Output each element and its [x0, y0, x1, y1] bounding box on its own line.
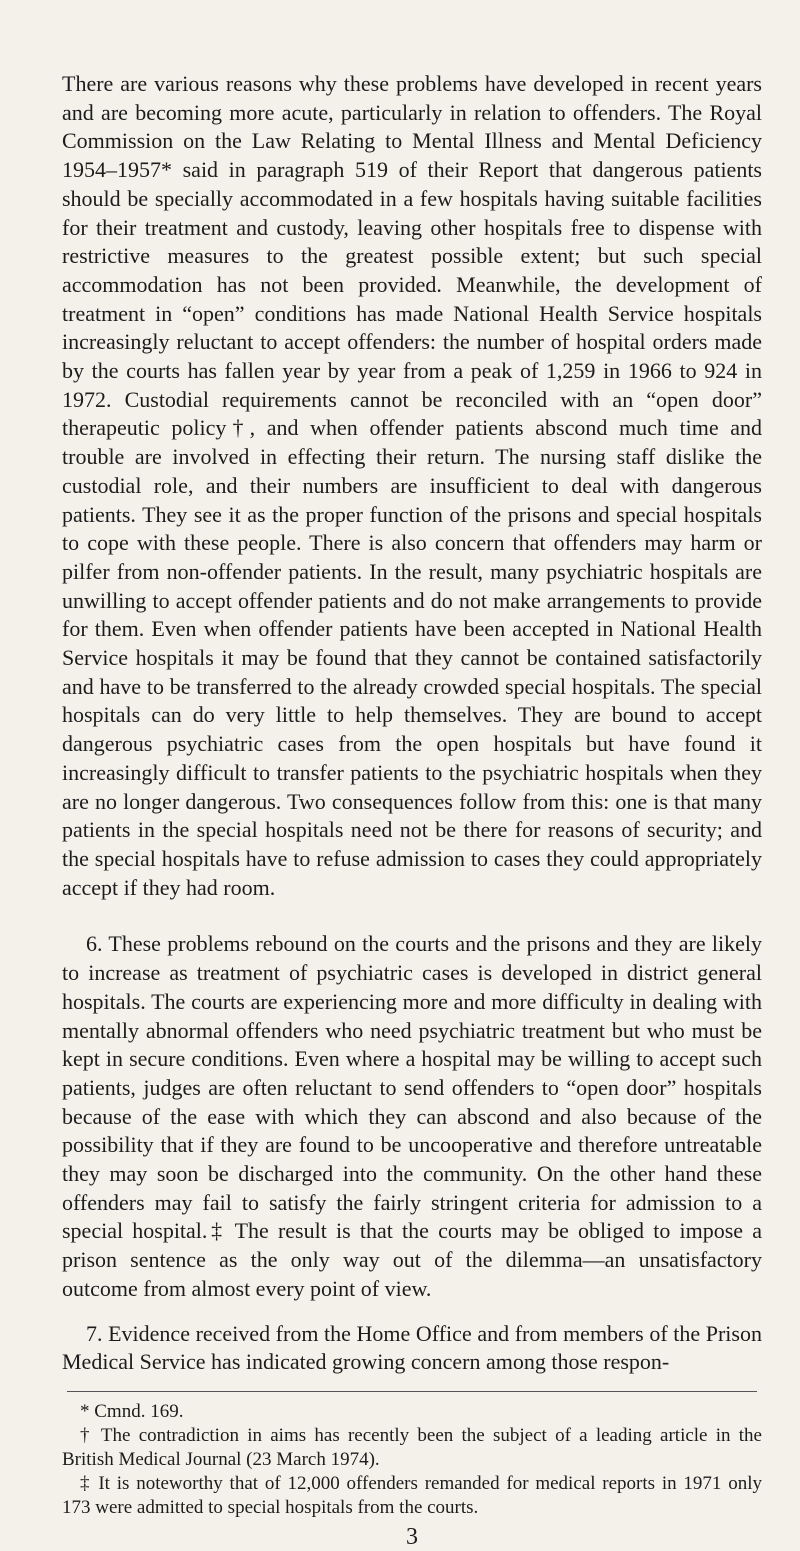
page-number: 3 — [406, 1523, 418, 1550]
document-page — [62, 70, 762, 1551]
footnote-dagger: † The contradiction in aims has recently been the subject of a leading article in the British Medical Journal (23 March 1974). — [62, 1424, 762, 1470]
paragraph-5-continued: There are various reasons why these problems have developed in recent years and are becoming more acute, particularly in relation to offenders. The Royal Commission on the Law Relating to Mental Illness and Mental Deficiency 1954–1957* said in paragraph 519 of their Report that dangerous patients should be specially accommodated in a few hospitals having suitable facilities for their treatment and custody, leaving other hospitals free to dispense with restrictive measures to the greatest possible extent; but such special accommodation has not been provided. Meanwhile, the development of treatment in “open” conditions has made National Health Service hospitals increasingly reluctant to accept offenders: the number of hospital orders made by the courts has fallen year by year from a peak of 1,259 in 1966 to 924 in 1972. Custodial requirements cannot be reconciled with an “open door” therapeutic policy†, and when offender patients abscond much time and trouble are involved in effecting their return. The nursing staff dislike the custodial role, and their numbers are insufficient to deal with dangerous patients. They see it as the proper function of the prisons and special hospitals to cope with these people. There is also concern that offenders may harm or pilfer from non-offender patients. In the result, many psychiatric hospitals are unwilling to accept offender patients and do not make arrangements to provide for them. Even when offender patients have been accepted in National Health Service hospitals it may be found that they cannot be contained satisfactorily and have to be transferred to the already crowded special hospitals. The special hospitals can do very little to help themselves. They are bound to accept dangerous psychiatric cases from the open hospitals but have found it increasingly difficult to transfer patients to the psychiatric hospitals when they are no longer dangerous. Two consequences follow from this: one is that many patients in the special hospitals need not be there for reasons of security; and the special hospitals have to refuse admission to cases they could appropriately accept if they had room. — [62, 71, 762, 900]
footnotes — [62, 1400, 762, 1520]
paragraph-7: 7. Evidence received from the Home Office and from members of the Prison Medical Service has indicated growing concern among those respon- — [62, 1320, 762, 1375]
footnote-divider — [67, 1391, 757, 1392]
paragraph-6: 6. These problems rebound on the courts and the prisons and they are likely to increase as treatment of psychiatric cases is developed in district general hospitals. The courts are experiencing more and more difficulty in dealing with mentally abnormal offenders who need psychiatric treatment but who must be kept in secure conditions. Even where a hospital may be willing to accept such patients, judges are often reluctant to send offenders to “open door” hospitals because of the ease with which they can abscond and also because of the possibility that if they are found to be uncooperative and therefore untreatable they may soon be discharged into the community. On the other hand these offenders may fail to satisfy the fairly stringent criteria for admission to a special hospital.‡ The result is that the courts may be obliged to impose a prison sentence as the only way out of the dilemma—an unsatisfactory outcome from almost every point of view. — [62, 931, 762, 1301]
footnote-double-dagger: ‡ It is noteworthy that of 12,000 offenders remanded for medical reports in 1971 only 173 were admitted to special hospitals from the courts. — [62, 1472, 762, 1518]
footnote-asterisk: * Cmnd. 169. — [80, 1400, 184, 1422]
